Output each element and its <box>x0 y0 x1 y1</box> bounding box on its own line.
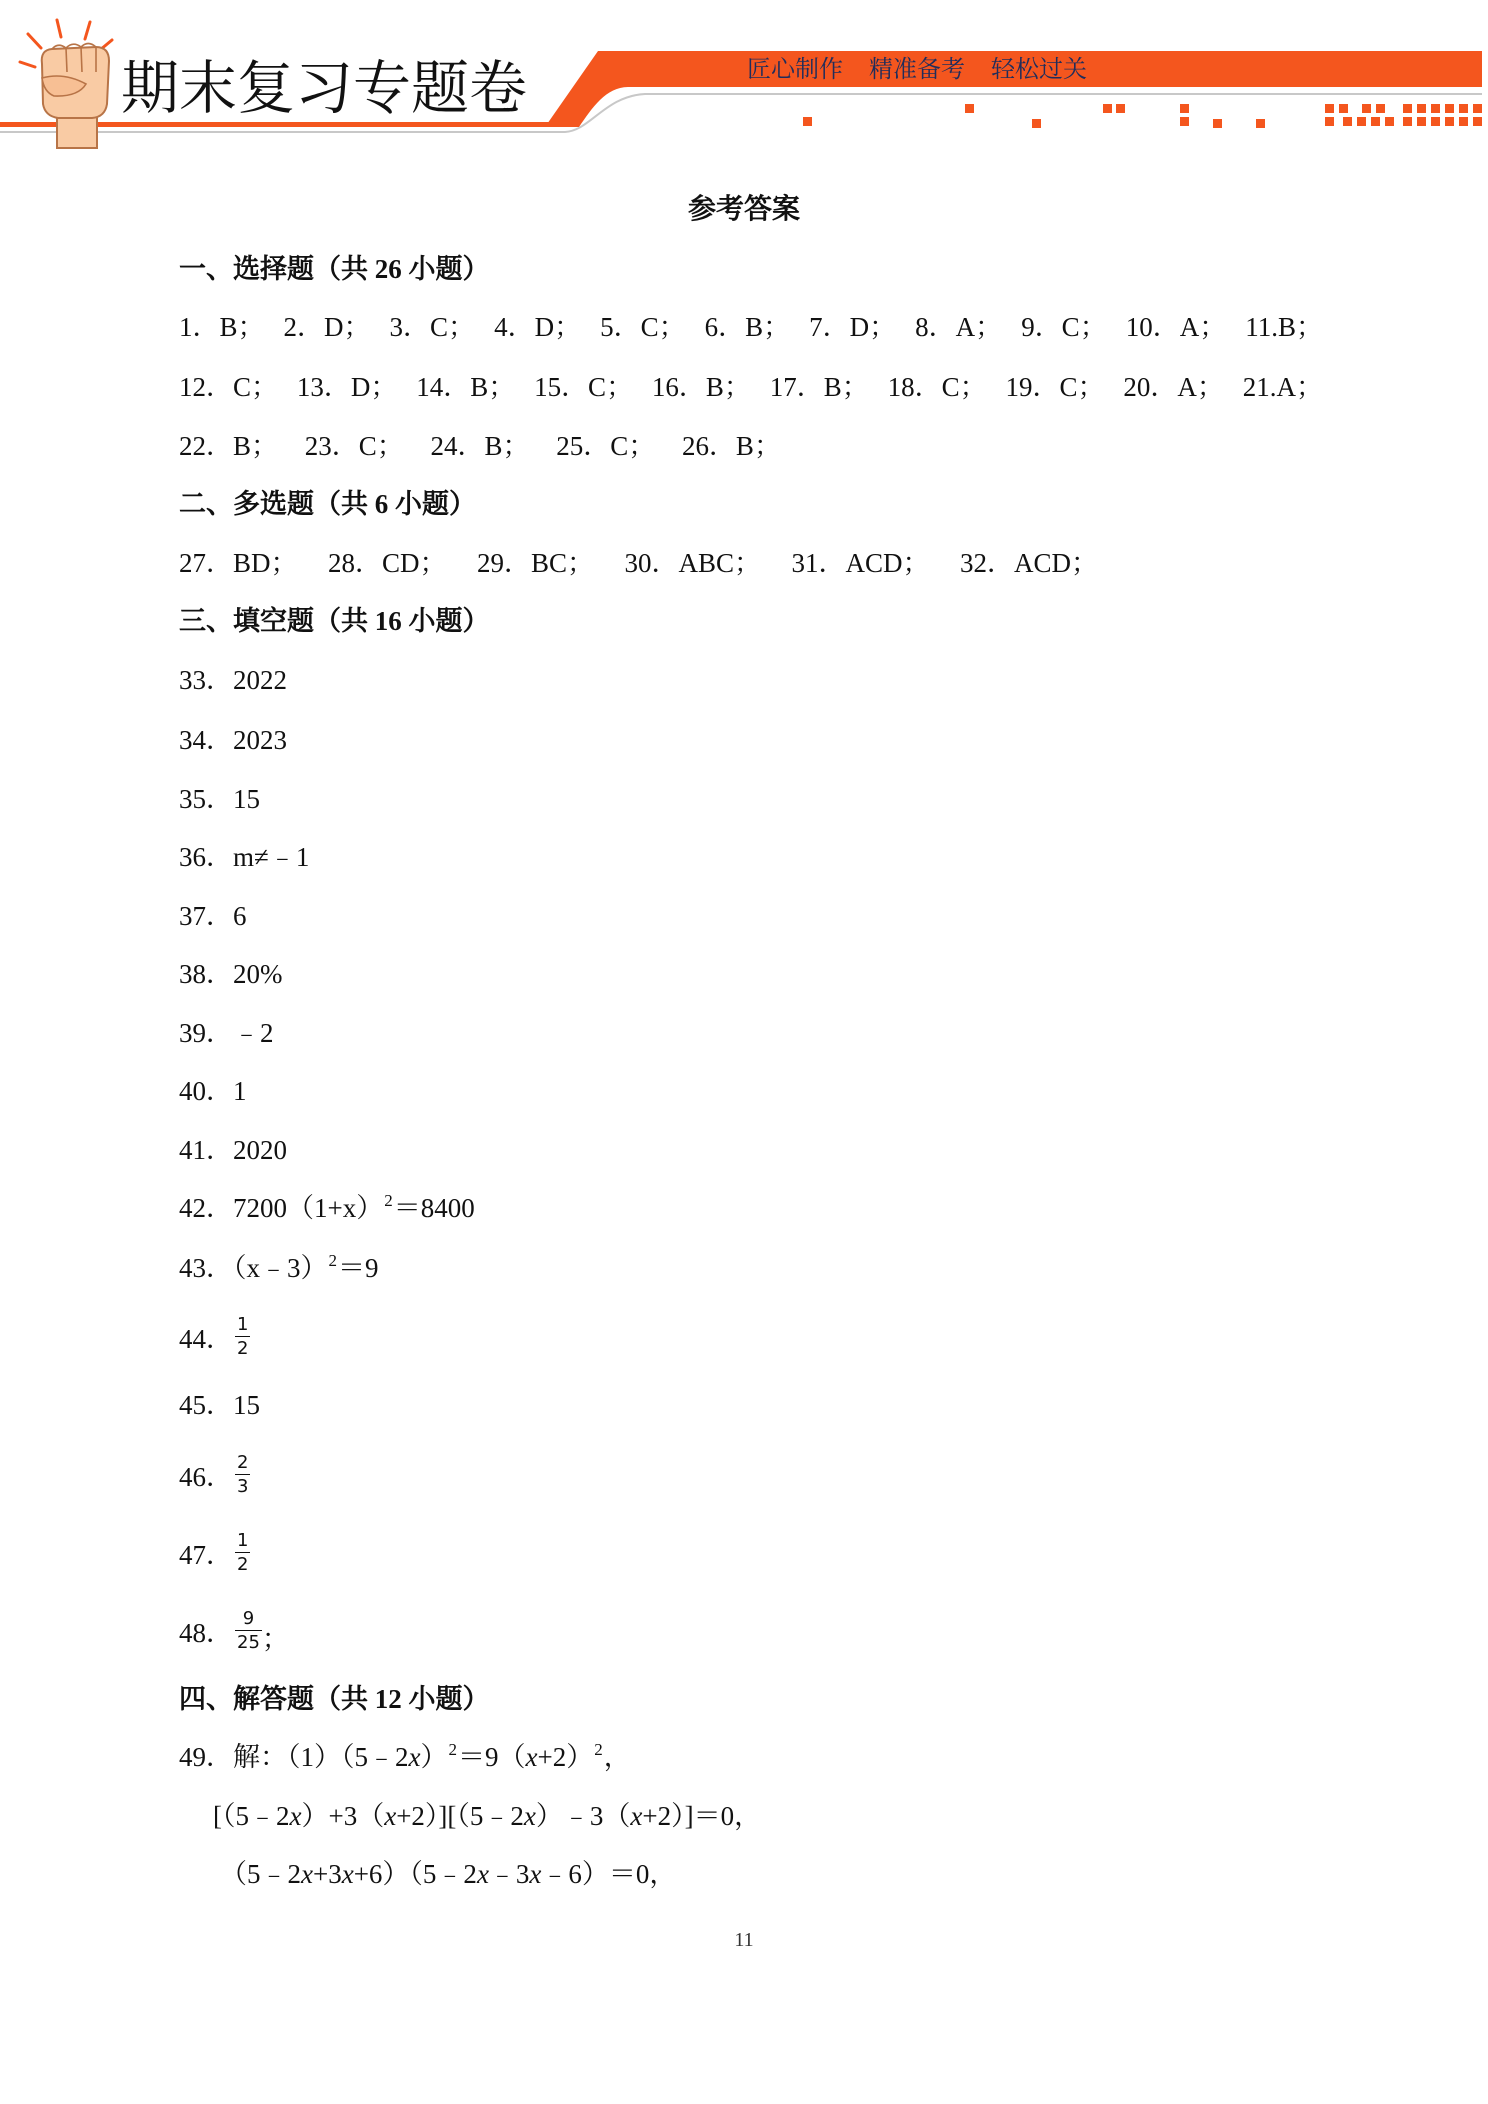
multi-answer: 30．ABC； <box>624 548 761 578</box>
math-text: ， <box>603 1742 631 1772</box>
math-variable: x <box>529 1859 542 1889</box>
fraction-numerator: 9 <box>235 1608 262 1631</box>
answer-value: 15 <box>233 784 260 814</box>
math-variable: x <box>476 1859 489 1889</box>
fill-answer <box>179 660 287 700</box>
exponent: 2 <box>594 1740 603 1759</box>
math-variable: x <box>630 1801 643 1831</box>
exponent: 2 <box>328 1251 337 1270</box>
decor-square <box>1417 104 1426 113</box>
answer-number: 35． <box>179 784 233 814</box>
decor-square <box>1180 104 1189 113</box>
fraction <box>235 1452 250 1497</box>
decor-square <box>1213 119 1222 128</box>
decor-square <box>1445 104 1454 113</box>
answer-number: 44． <box>179 1323 233 1354</box>
fraction-numerator: 1 <box>237 1529 249 1551</box>
fraction-denominator: 2 <box>237 1553 249 1575</box>
math-text: ）+3（ <box>301 1801 385 1831</box>
math-variable: x <box>289 1801 302 1831</box>
choice-answer: 24．B； <box>430 431 530 461</box>
fill-answer <box>179 1013 274 1053</box>
math-variable: x <box>341 1859 354 1889</box>
fraction <box>235 1608 262 1653</box>
choice-answer: 2．D； <box>283 312 371 342</box>
fraction-numerator: 2 <box>237 1451 249 1473</box>
choice-answer: 15．C； <box>534 372 634 402</box>
decor-square <box>1431 104 1440 113</box>
choice-answer: 22．B； <box>179 431 279 461</box>
answer-number: 48． <box>179 1617 233 1648</box>
fill-answer <box>179 1130 287 1170</box>
answer-number: 38． <box>179 959 233 989</box>
decor-square <box>1473 104 1482 113</box>
math-text: ）﹣3（ <box>535 1801 631 1831</box>
choice-answer: 3．C； <box>389 312 476 342</box>
page-number: 11 <box>734 1929 754 1951</box>
fill-answer <box>179 1248 379 1288</box>
answer-number: 33． <box>179 665 233 695</box>
answer-number: 45． <box>179 1390 233 1420</box>
math-text: +3 <box>312 1859 342 1889</box>
decor-square <box>1459 117 1468 126</box>
fraction-numerator: 1 <box>237 1313 249 1335</box>
multi-row <box>179 543 1098 583</box>
math-variable: x <box>384 1801 397 1831</box>
decor-square <box>1339 104 1348 113</box>
choice-answer: 9．C； <box>1021 312 1107 342</box>
math-variable: x <box>523 1801 536 1831</box>
fill-answer <box>179 1600 289 1660</box>
choice-answer: 18．C； <box>887 372 987 402</box>
decor-square <box>1403 104 1412 113</box>
answer-number: 42． <box>179 1193 233 1223</box>
slogan-part: 精准备考 <box>869 55 965 83</box>
decor-square <box>1325 104 1334 113</box>
brand-title: 期末复习专题卷 <box>121 54 528 122</box>
fill-answer <box>179 1385 260 1425</box>
fraction <box>235 1530 250 1575</box>
choice-answer: 6．B； <box>704 312 791 342</box>
decor-square <box>1343 117 1352 126</box>
answer-value: 6 <box>233 901 247 931</box>
section-heading-fill: 三、填空题（共 16 小题） <box>179 606 490 636</box>
answer-value: 7200（1+x） <box>233 1193 384 1223</box>
answer-value: （x﹣3） <box>233 1253 328 1283</box>
multi-answer: 32．ACD； <box>959 548 1098 578</box>
fill-answer <box>179 837 309 877</box>
fill-answer <box>179 720 287 760</box>
choice-answer: 25．C； <box>556 431 656 461</box>
choice-answer: 7．D； <box>809 312 897 342</box>
answer-value: 20% <box>233 959 283 989</box>
math-text: +6）（5﹣2 <box>353 1859 477 1889</box>
slogan-part: 匠心制作 <box>747 55 843 83</box>
section-heading-multi: 二、多选题（共 6 小题） <box>179 489 476 519</box>
math-text: ） <box>420 1742 448 1772</box>
decor-square <box>1417 117 1426 126</box>
multi-answer: 31．ACD； <box>791 548 930 578</box>
page-header <box>0 0 1488 150</box>
decor-square <box>1473 117 1482 126</box>
answer-number: 39． <box>179 1018 233 1048</box>
choice-answer: 12．C； <box>179 372 279 402</box>
choice-answer: 14．B； <box>416 372 516 402</box>
decorative-squares <box>803 104 1482 128</box>
fraction-denominator: 25 <box>237 1631 260 1653</box>
choice-answer: 19．C； <box>1005 372 1105 402</box>
decor-square <box>1431 117 1440 126</box>
answer-value: 2020 <box>233 1135 287 1165</box>
choice-answer: 4．D； <box>494 312 582 342</box>
math-text: ﹣3 <box>488 1859 530 1889</box>
fill-answer <box>179 779 260 819</box>
answer-number: 36． <box>179 842 233 872</box>
answer-value: 15 <box>233 1390 260 1420</box>
answer-value-tail: ； <box>261 1623 289 1654</box>
math-text: +2）][（5﹣2 <box>396 1801 524 1831</box>
fraction <box>235 1314 250 1359</box>
solution-line <box>213 1796 761 1836</box>
fill-answer <box>179 1444 250 1504</box>
decor-square <box>1116 104 1125 113</box>
answer-number: 41． <box>179 1135 233 1165</box>
section-heading-solve: 四、解答题（共 12 小题） <box>179 1684 490 1714</box>
math-text: （5﹣2 <box>220 1859 301 1889</box>
answer-number: 34． <box>179 725 233 755</box>
answer-value: ﹣2 <box>233 1018 274 1048</box>
math-text: +2） <box>537 1742 594 1772</box>
choice-answer: 8．A； <box>915 312 1003 342</box>
math-variable: x <box>301 1859 313 1889</box>
fill-answer <box>179 1188 475 1228</box>
choice-answer: 20．A； <box>1123 372 1224 402</box>
answer-number: 43． <box>179 1253 233 1283</box>
decor-square <box>1362 104 1371 113</box>
answer-value: 2022 <box>233 665 287 695</box>
math-text: ﹣6）＝0， <box>541 1859 677 1889</box>
answer-number: 47． <box>179 1539 233 1570</box>
fraction-denominator: 3 <box>237 1475 249 1497</box>
decor-square <box>1376 104 1385 113</box>
choice-answer: 13．D； <box>296 372 398 402</box>
math-variable: x <box>408 1742 421 1772</box>
answer-number: 37． <box>179 901 233 931</box>
decor-square <box>1180 117 1189 126</box>
choice-row <box>179 426 781 466</box>
multi-answer: 27．BD； <box>179 548 298 578</box>
decor-square <box>965 104 974 113</box>
choice-answer: 16．B； <box>651 372 751 402</box>
fill-answer <box>179 954 283 994</box>
answer-value-tail: ＝8400 <box>393 1193 475 1223</box>
fill-answer <box>179 1071 247 1111</box>
math-text: +2）]＝0， <box>642 1801 762 1831</box>
choice-answer: 10．A； <box>1125 312 1227 342</box>
math-variable: x <box>525 1742 538 1772</box>
choice-answer: 17．B； <box>769 372 869 402</box>
choice-answer: 5．C； <box>600 312 686 342</box>
decor-square <box>1357 117 1366 126</box>
multi-answer: 28．CD； <box>327 548 447 578</box>
math-text: [（5﹣2 <box>213 1801 290 1831</box>
math-text: 49．解：（1）（5﹣2 <box>179 1742 409 1772</box>
decor-square <box>1325 117 1334 126</box>
page-title: 参考答案 <box>687 194 800 225</box>
decor-square <box>1459 104 1468 113</box>
solution-line <box>179 1737 631 1777</box>
exponent: 2 <box>384 1191 393 1210</box>
solution-line <box>220 1854 676 1894</box>
answer-value: m≠﹣1 <box>233 842 310 872</box>
fist-icon <box>20 20 112 148</box>
exponent: 2 <box>448 1740 457 1759</box>
decor-square <box>1103 104 1112 113</box>
decor-square <box>1256 119 1265 128</box>
decor-square <box>1403 117 1412 126</box>
answer-value: 1 <box>233 1076 247 1106</box>
answer-value-tail: ＝9 <box>338 1253 379 1283</box>
decor-square <box>1032 119 1041 128</box>
header-slogan <box>747 52 1087 86</box>
math-text: ＝9（ <box>457 1742 526 1772</box>
choice-row <box>179 367 1323 407</box>
answer-number: 40． <box>179 1076 233 1106</box>
choice-answer: 21.A； <box>1242 372 1323 402</box>
choice-answer: 11.B； <box>1245 312 1323 342</box>
fill-answer <box>179 1306 250 1366</box>
choice-answer: 23．C； <box>304 431 404 461</box>
choice-answer: 1．B； <box>179 312 265 342</box>
decor-square <box>1371 117 1380 126</box>
answer-number: 46． <box>179 1461 233 1492</box>
choice-row <box>179 307 1323 347</box>
decor-square <box>1385 117 1394 126</box>
fill-answer <box>179 896 247 936</box>
choice-answer: 26．B； <box>681 431 781 461</box>
section-heading-choice: 一、选择题（共 26 小题） <box>179 254 490 284</box>
decor-square <box>803 117 812 126</box>
slogan-part: 轻松过关 <box>991 55 1087 83</box>
answer-value: 2023 <box>233 725 287 755</box>
multi-answer: 29．BC； <box>476 548 594 578</box>
decor-square <box>1445 117 1454 126</box>
fill-answer <box>179 1522 250 1582</box>
fraction-denominator: 2 <box>237 1337 249 1359</box>
